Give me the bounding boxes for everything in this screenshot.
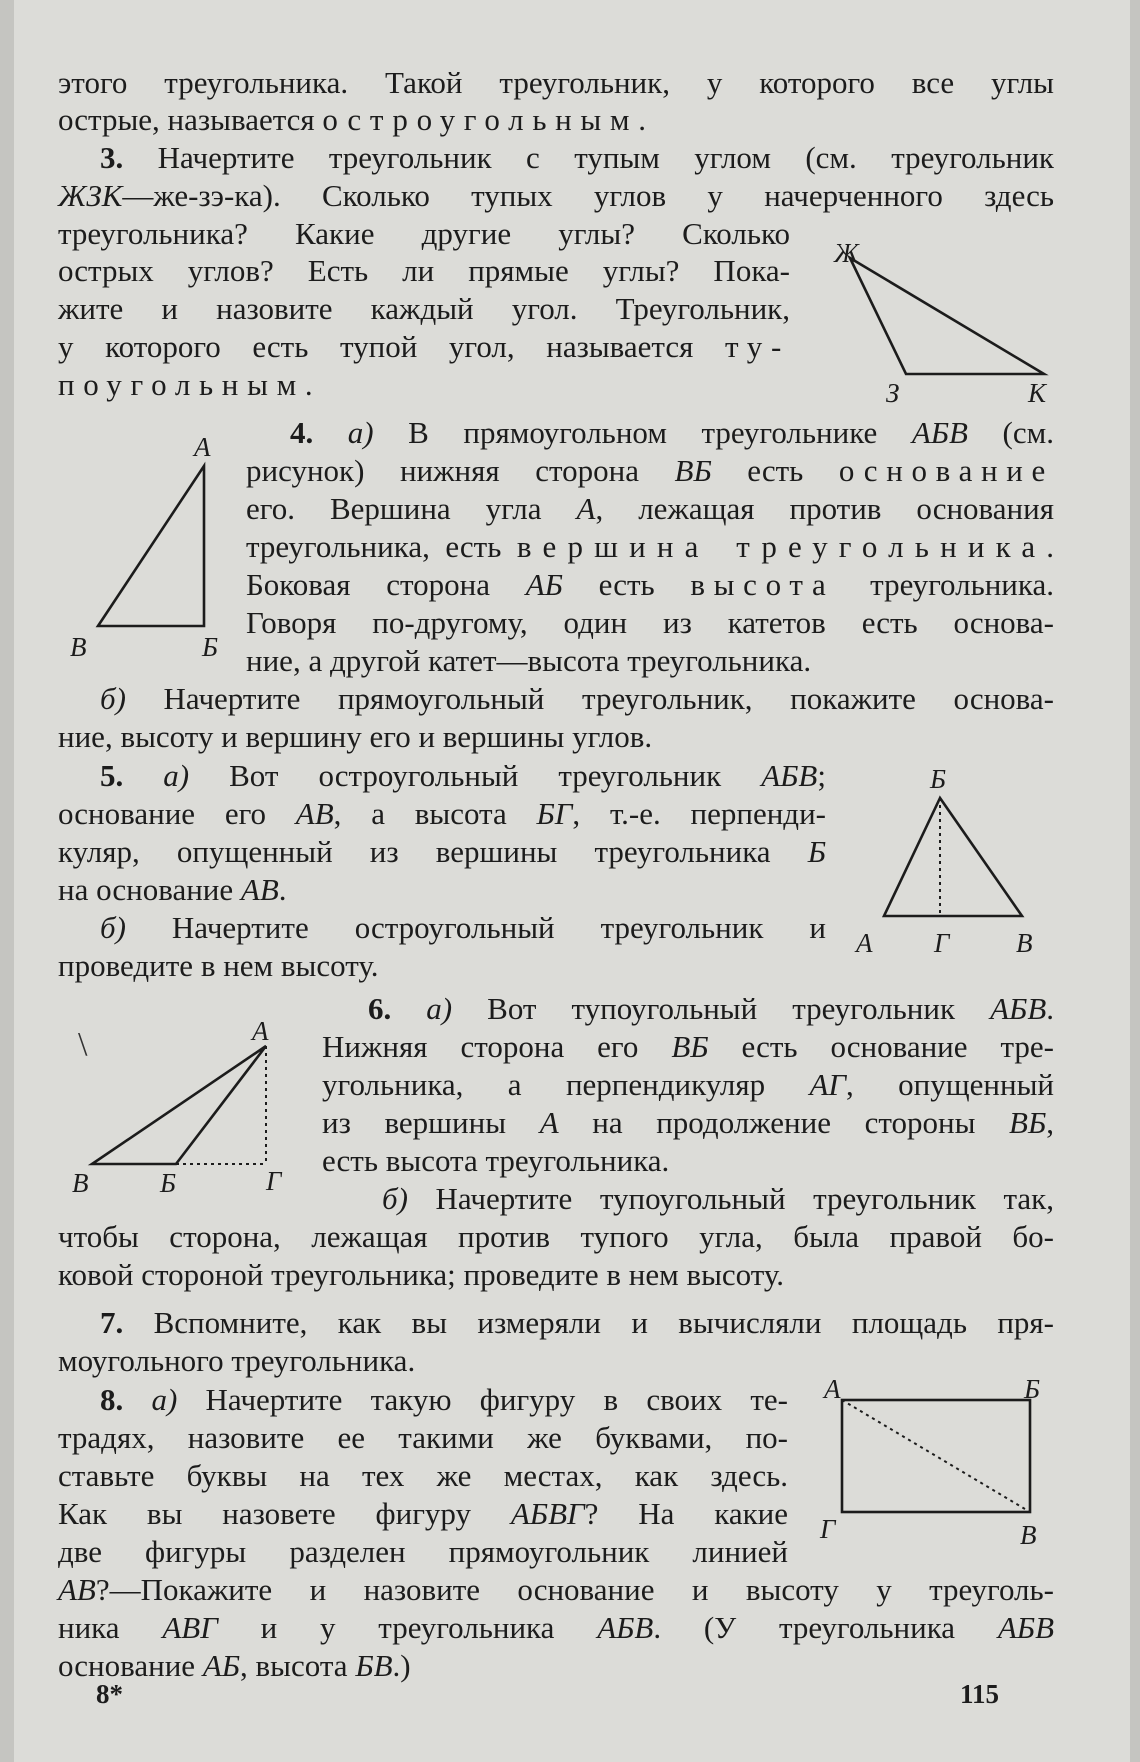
text-line: две фигуры разделен прямоугольник линией (58, 1534, 788, 1569)
figure-acute-triangle-abv (870, 788, 1030, 928)
stray-mark: \ (78, 1026, 88, 1063)
label-vertex: В (72, 1168, 89, 1198)
text-line: Как вы назовете фигуру АБВГ? На какие (58, 1496, 788, 1531)
text-line: на основание АВ. (58, 872, 287, 907)
label-vertex: К (1028, 378, 1046, 408)
term-acute: остроугольным (322, 102, 639, 137)
text-line: 6. а) Вот тупоугольный треугольник АБВ. (368, 991, 1055, 1026)
text-line: основание АБ, высота БВ.) (58, 1648, 411, 1683)
text-line: Боковая сторона АБ есть высота треугольника. (246, 567, 1055, 602)
text-line: чтобы сторона, лежащая против тупого угла, была правой бо- (58, 1219, 1054, 1254)
item-number: 4. (290, 415, 314, 450)
text-line: 5. а) Вот остроугольный треугольник АБВ; (100, 758, 826, 793)
label-vertex: Б (202, 632, 218, 662)
label-vertex: Б (160, 1168, 176, 1198)
text-line: угольника, а перпендикуляр АГ, опущенный (322, 1067, 1054, 1102)
text-line: треугольника? Какие другие углы? Сколько (58, 216, 790, 251)
text-line: у которого есть тупой угол, называется ту- (58, 329, 790, 364)
item-number: 8. (100, 1382, 124, 1417)
text-line: АВ?—Покажите и назовите основание и высоту у треуголь- (58, 1572, 1054, 1607)
text-line: моугольного треугольника. (58, 1343, 416, 1378)
text-line: проведите в нем высоту. (58, 948, 379, 983)
label-vertex: А (856, 928, 873, 958)
text-line: б) Начертите прямоугольный треугольник, покажите основа- (100, 681, 1054, 716)
text-line: 4. а) В прямоугольном треугольнике АБВ (см. (290, 415, 1054, 450)
term-height: высота (690, 567, 835, 602)
page-edge-right (1130, 0, 1140, 1762)
text-line: ние, высоту и вершину его и вершины углов. (58, 719, 653, 754)
text-line: из вершины А на продолжение стороны ВБ, (322, 1105, 1055, 1140)
label-vertex: Ж (834, 238, 859, 268)
label-vertex: А (252, 1016, 269, 1046)
item-number: 5. (100, 758, 124, 793)
label-vertex: В (70, 632, 87, 662)
text-line: традях, назовите ее такими же буквами, по- (58, 1420, 788, 1455)
text-line: ника АВГ и у треугольника АБВ. (У треугольника АБВ (58, 1610, 1055, 1645)
text-line: острых углов? Есть ли прямые углы? Пока- (58, 253, 790, 288)
label-vertex: Г (820, 1514, 836, 1544)
term-obtuse: поугольным (58, 367, 305, 402)
term-vertex: вершина треугольника (516, 529, 1047, 564)
text-line: Говоря по-другому, один из катетов есть основа- (246, 605, 1054, 640)
figure-obtuse-triangle-abv (78, 1026, 280, 1170)
text-line: острые, называется остроугольным. (58, 102, 646, 137)
label-vertex: Г (934, 928, 950, 958)
text-line: Нижняя сторона его ВБ есть основание тре- (322, 1029, 1054, 1064)
text-line: 3. Начертите треугольник с тупым углом (см. треугольник (100, 140, 1054, 175)
text-line: его. Вершина угла А, лежащая против основания (246, 491, 1054, 526)
item-number: 7. (100, 1305, 124, 1340)
text-line: 7. Вспомните, как вы измеряли и вычисляли площадь пря- (100, 1305, 1054, 1340)
text-line: поугольным. (58, 367, 313, 402)
text-line: ЖЗК—же-зэ-ка). Сколько тупых углов у начерченного здесь (58, 178, 1054, 213)
text-line: б) Начертите тупоугольный треугольник так, (382, 1181, 1054, 1216)
text-line: этого треугольника. Такой треугольник, у которого все углы (58, 65, 1054, 100)
text-line: ставьте буквы на тех же местах, как здесь. (58, 1458, 788, 1493)
printer-signature: 8* (96, 1679, 123, 1709)
text-line: треугольника, есть вершина треугольника. (246, 529, 1055, 564)
figure-obtuse-triangle-zhzk (836, 238, 1056, 380)
text-line: рисунок) нижняя сторона ВБ есть основание (246, 453, 1054, 488)
text-line: 8. а) Начертите такую фигуру в своих те- (100, 1382, 788, 1417)
label-vertex: А (194, 432, 211, 462)
label-vertex: В (1020, 1520, 1037, 1550)
label-vertex: А (824, 1374, 841, 1404)
item-number: 3. (100, 140, 124, 175)
item-number: 6. (368, 991, 392, 1026)
label-vertex: Г (266, 1166, 282, 1196)
page-number: 115 (960, 1679, 1000, 1709)
label-vertex: В (1016, 928, 1033, 958)
text-line: б) Начертите остроугольный треугольник и (100, 910, 826, 945)
figure-rectangle-abvg (836, 1394, 1036, 1518)
text-line: основание его АВ, а высота БГ, т.-е. перпенди- (58, 796, 826, 831)
text-line: ковой стороной треугольника; проведите в нем высоту. (58, 1257, 785, 1292)
page-edge-left (0, 0, 14, 1762)
text-line: куляр, опущенный из вершины треугольника Б (58, 834, 826, 869)
figure-right-triangle-abv (90, 450, 210, 632)
label-vertex: Б (930, 764, 946, 794)
label-vertex: З (886, 378, 900, 408)
text-line: есть высота треугольника. (322, 1143, 670, 1178)
text-line: жите и назовите каждый угол. Треугольник, (58, 291, 790, 326)
text-line: ние, а другой катет—высота треугольника. (246, 643, 812, 678)
label-vertex: Б (1024, 1374, 1040, 1404)
